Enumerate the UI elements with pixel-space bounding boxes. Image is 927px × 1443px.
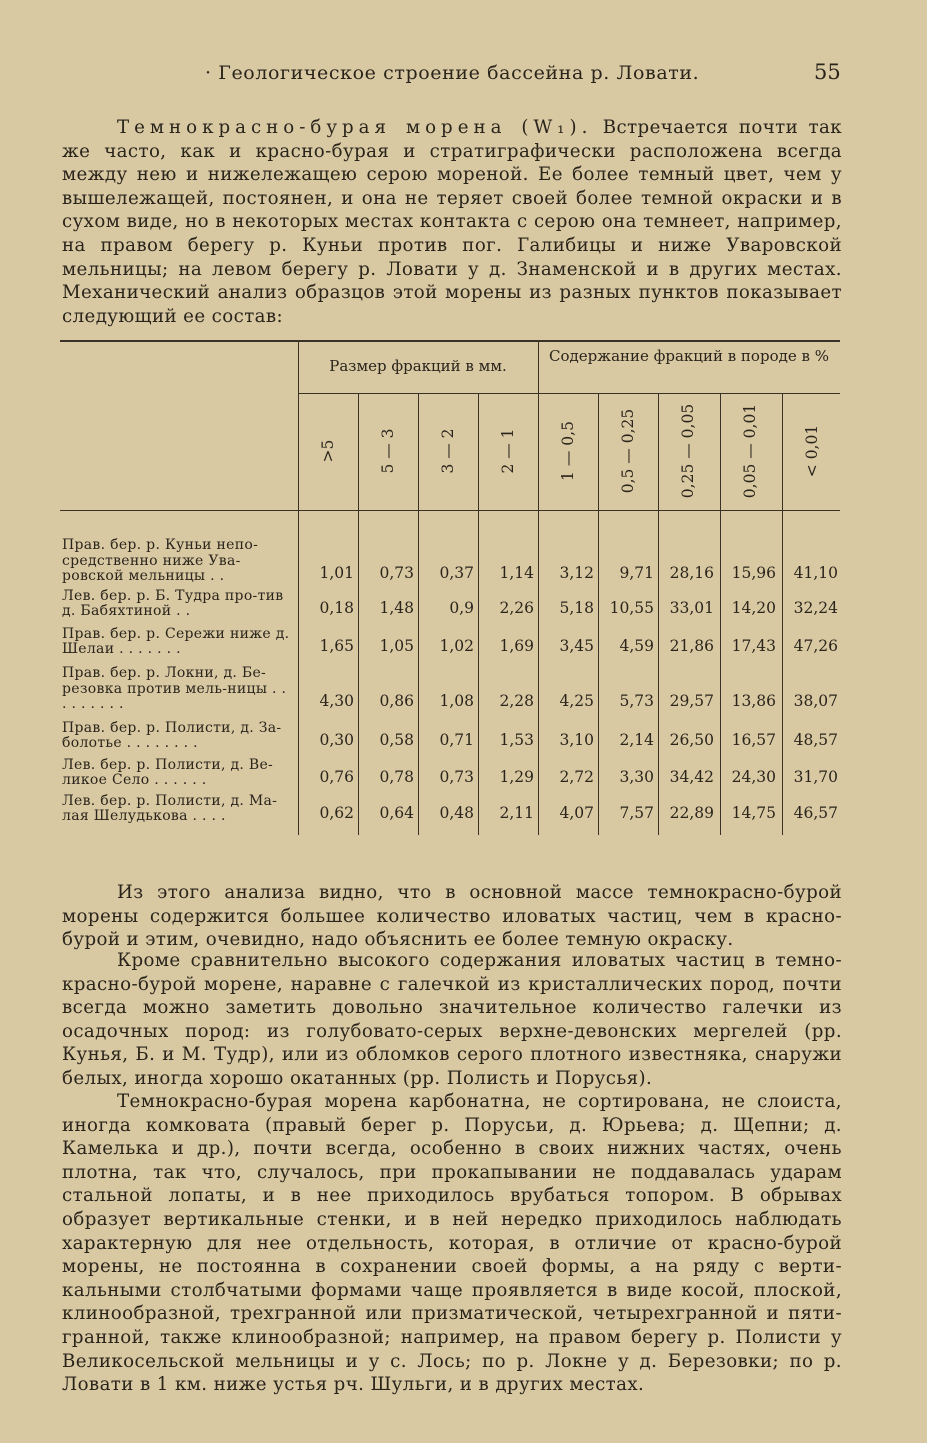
column-header: 5 — 3 xyxy=(379,428,397,474)
column-header: 1 — 0,5 xyxy=(559,421,577,481)
table-cell: 2,72 xyxy=(559,768,594,786)
table-row-label: Прав. бер. р. Сережи ниже д. Шелаи . . . . . . . xyxy=(62,625,290,658)
table-cell: 0,71 xyxy=(439,731,474,749)
table-cell: 0,48 xyxy=(439,804,474,822)
table-column-divider xyxy=(538,340,539,835)
column-header: 2 — 1 xyxy=(499,428,517,474)
table-cell: 3,12 xyxy=(559,564,594,582)
table-cell: 48,57 xyxy=(793,731,838,749)
table-cell: 4,07 xyxy=(559,804,594,822)
paragraph-intro-text: Встречается почти так же часто, как и красно-бурая и стратиграфически расположена всегда между нею и нижележащею серою мореной. Ее более темный цвет, чем у вышележащей, постоянен, и она не теряет своей более темной окраски и в сухом виде, но в некоторых местах контакта с серою она темнеет, например, на правом берегу р. Куньи против пог. Галибицы и ниже Уваровской мельницы; на левом берегу р. Ловати у д. Знаменской и в других местах. Механический анализ образцов этой морены из разных пунктов показывает следующий ее состав: xyxy=(62,117,843,327)
table-cell: 0,76 xyxy=(319,768,354,786)
table-row-label: Лев. бер. р. Б. Тудра про-тив д. Бабяхтиной . . xyxy=(62,587,284,620)
table-cell: 7,57 xyxy=(619,804,654,822)
table-cell: 3,45 xyxy=(559,637,594,655)
table-cell: 0,58 xyxy=(379,731,414,749)
table-cell: 22,89 xyxy=(669,804,714,822)
table-cell: 1,53 xyxy=(499,731,534,749)
table-cell: 3,30 xyxy=(619,768,654,786)
table-cell: 0,86 xyxy=(379,692,414,710)
table-header-rule xyxy=(298,393,840,394)
table-cell: 33,01 xyxy=(669,599,714,617)
table-cell: 1,01 xyxy=(319,564,354,582)
table-row-label: Прав. бер. р. Локни, д. Бе-резовка против мель-ницы . . . . . . . . . xyxy=(62,665,287,713)
table-cell: 1,08 xyxy=(439,692,474,710)
column-header: < 0,01 xyxy=(803,424,821,478)
column-header: >5 xyxy=(319,439,337,463)
table-cell: 0,30 xyxy=(319,731,354,749)
table-cell: 1,02 xyxy=(439,637,474,655)
paragraph-intro xyxy=(62,116,842,328)
table-cell: 38,07 xyxy=(793,692,838,710)
table-cell: 1,65 xyxy=(319,637,354,655)
table-row-label: Лев. бер. р. Полисти, д. Ма-лая Шелудькова . . . . xyxy=(62,792,278,825)
table-top-rule xyxy=(60,340,840,342)
table-cell: 17,43 xyxy=(731,637,776,655)
table-cell: 1,05 xyxy=(379,637,414,655)
table-cell: 4,25 xyxy=(559,692,594,710)
table-cell: 16,57 xyxy=(731,731,776,749)
table-column-divider xyxy=(298,340,299,835)
table-cell: 32,24 xyxy=(793,599,838,617)
paragraph-conclusion: Из этого анализа видно, что в основной массе темнокрасно-бурой морены содержится большее количество иловатых частиц, чем в красно-бурой и этим, очевидно, надо объяснить ее более темную окраску. xyxy=(62,882,842,951)
table-row-label: Прав. бер. р. Куньи непо-средственно ниже Ува-ровской мельницы . . xyxy=(62,537,259,585)
table-cell: 1,14 xyxy=(499,564,534,582)
group-header-content: Содержание фракций в породе в % xyxy=(549,347,829,365)
table-cell: 2,11 xyxy=(499,804,534,822)
section-lead: Темнокрасно-бурая морена (W₁). xyxy=(117,117,593,138)
table-cell: 5,18 xyxy=(559,599,594,617)
column-header: 3 — 2 xyxy=(439,428,457,474)
table-cell: 31,70 xyxy=(793,768,838,786)
fraction-table xyxy=(60,340,840,838)
page-number: 55 xyxy=(814,60,841,84)
running-title: · Геологическое строение бассейна р. Ловати. xyxy=(205,62,700,84)
paragraph-structure: Темнокрасно-бурая морена карбонатна, не сортирована, не слоиста, иногда комковата (правый берег р. Порусьи, д. Юрьева; д. Щепни; д. Камелька и др.), почти всегда, особенно в своих нижних частях, очень плотна, так что, случалось, при прокапывании не поддавалась ударам стальной лопаты, и в нее приходилось врубаться топором. В обрывах образует вертикальные стенки, и в ней нередко приходилось наблюдать характерную для нее отдельность, которая, в отличие от красно-бурой морены, не постоянна в сохранении своей формы, а на ряду с верти-кальными столбчатыми формами чаще проявляется в виде косой, плоской, клинообразной, трехгранной или призматической, четырехгранной и пяти-гранной, также клинообразной; например, на правом берегу р. Полисти у Великосельской мельницы и у с. Лось; по р. Локне у д. Березовки; по р. Ловати в 1 км. ниже устья рч. Шульги, и в других местах. xyxy=(62,1091,842,1396)
table-cell: 0,64 xyxy=(379,804,414,822)
table-cell: 2,14 xyxy=(619,731,654,749)
table-cell: 0,78 xyxy=(379,768,414,786)
table-cell: 1,69 xyxy=(499,637,534,655)
table-cell: 29,57 xyxy=(669,692,714,710)
table-row-label: Прав. бер. р. Полисти, д. За-болотье . . . . . . . . xyxy=(62,719,282,752)
column-header: 0,5 — 0,25 xyxy=(619,408,637,494)
table-cell: 13,86 xyxy=(731,692,776,710)
table-cell: 4,59 xyxy=(619,637,654,655)
table-cell: 26,50 xyxy=(669,731,714,749)
table-row-label: Лев. бер. р. Полисти, д. Ве-ликое Село . . . . . . xyxy=(62,756,274,789)
table-cell: 0,9 xyxy=(449,599,474,617)
column-header: 0,25 — 0,05 xyxy=(679,403,697,499)
table-cell: 10,55 xyxy=(609,599,654,617)
table-cell: 0,18 xyxy=(319,599,354,617)
table-cell: 0,62 xyxy=(319,804,354,822)
table-cell: 34,42 xyxy=(669,768,714,786)
table-cell: 0,73 xyxy=(439,768,474,786)
paragraph-pebbles: Кроме сравнительно высокого содержания иловатых частиц в темно-красно-бурой морене, наравне с галечкой из кристаллических пород, почти всегда можно заметить довольно значительное количество галечки из осадочных пород: из голубовато-серых верхне-девонских мергелей (рр. Кунья, Б. и М. Тудр), или из обломков серого плотного известняка, снаружи белых, иногда хорошо окатанных (рр. Полисть и Порусья). xyxy=(62,950,842,1089)
table-cell: 0,37 xyxy=(439,564,474,582)
table-cell: 15,96 xyxy=(731,564,776,582)
table-cell: 14,20 xyxy=(731,599,776,617)
table-cell: 14,75 xyxy=(731,804,776,822)
table-cell: 4,30 xyxy=(319,692,354,710)
table-cell: 1,48 xyxy=(379,599,414,617)
table-cell: 28,16 xyxy=(669,564,714,582)
table-cell: 9,71 xyxy=(619,564,654,582)
table-cell: 46,57 xyxy=(793,804,838,822)
column-header: 0,05 — 0,01 xyxy=(741,403,759,499)
table-cell: 1,29 xyxy=(499,768,534,786)
table-cell: 0,73 xyxy=(379,564,414,582)
table-cell: 5,73 xyxy=(619,692,654,710)
group-header-size: Размер фракций в мм. xyxy=(329,357,507,375)
table-cell: 41,10 xyxy=(793,564,838,582)
table-cell: 47,26 xyxy=(793,637,838,655)
table-columns-rule xyxy=(60,510,840,511)
table-cell: 24,30 xyxy=(731,768,776,786)
running-head xyxy=(0,60,927,90)
table-cell: 2,28 xyxy=(499,692,534,710)
table-cell: 2,26 xyxy=(499,599,534,617)
table-cell: 21,86 xyxy=(669,637,714,655)
table-cell: 3,10 xyxy=(559,731,594,749)
